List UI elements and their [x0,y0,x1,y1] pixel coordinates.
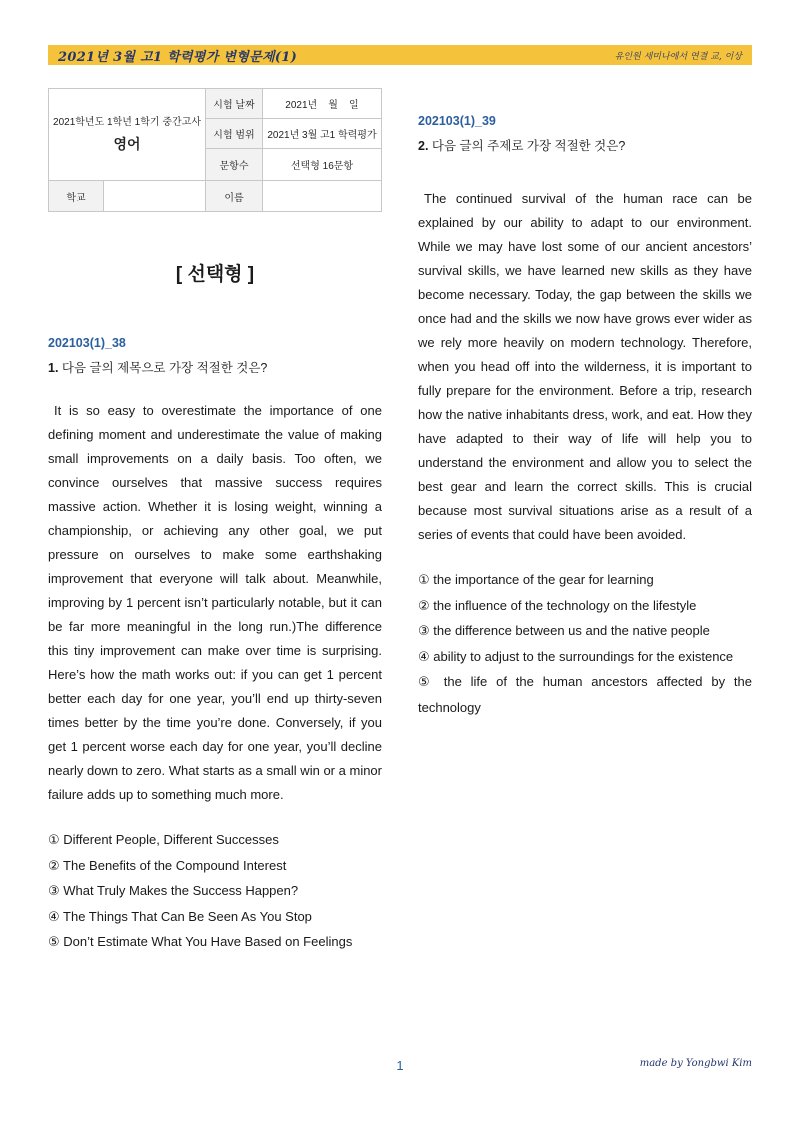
school-label: 학교 [49,181,104,211]
option-1[interactable]: ① the importance of the gear for learning [418,572,654,587]
option-4[interactable]: ④ The Things That Can Be Seen As You Stop [48,908,312,924]
name-value[interactable] [263,181,382,212]
passage: The continued survival of the human race can be explained by our ability to adapt to our environment. While we may have lost some of our ancient ancestors’ survival skills, we have learned new skills as they have become necessary. Today, the gap between the skills we once had and the skills we now have grows ever wider as we rely more heavily on modern technology. Therefore, when you head off into the wilderness, it is important to fully prepare for the environment. Before a trip, research how the native inhabitants dress, work, and eat. How they have adapted to their way of life will help you to understand the environment and allow you to select the best gear and learn the correct skills. This is crucial because most survival situations arise as a result of a series of events that could have been avoided. [418,191,752,542]
question-code: 202103(1)_39 [418,114,496,128]
exam-title: 2021학년도 1학년 1학기 중간고사 [53,116,201,128]
question-text: 다음 글의 주제로 가장 적절한 것은? [431,139,626,153]
question-number: 1. [48,361,59,375]
right-column [418,112,752,720]
option-1[interactable]: ① Different People, Different Successes [48,832,279,847]
option-5[interactable]: ⑤ Don’t Estimate What You Have Based on Feelings [48,934,353,949]
name-label: 이름 [206,181,263,212]
exam-title-cell [49,89,206,181]
subject-name: 영어 [113,135,141,152]
header-banner [48,45,752,65]
left-column [48,260,382,955]
date-value: 2021년 월 일 [263,89,382,119]
section-title: [ 선택형 ] [175,264,255,285]
page-number: 1 [396,1058,404,1073]
question-prompt [48,359,382,377]
option-3[interactable]: ③ the difference between us and the native people [418,623,710,638]
answer-options [418,567,752,720]
exam-info-table [48,88,382,212]
question-text: 다음 글의 제목으로 가장 적절한 것은? [61,361,268,375]
answer-options [48,827,382,955]
option-4[interactable]: ④ ability to adjust to the surroundings for the existence [418,648,734,664]
option-5[interactable]: ⑤ the life of the human ancestors affected by the technology [418,674,752,715]
banner-note: 유인원 세미나에서 연결 교, 이상 [614,51,742,62]
question-prompt [418,137,752,155]
school-row [49,181,206,212]
date-label: 시험 날짜 [206,89,263,119]
question-code: 202103(1)_38 [48,336,126,350]
option-2[interactable]: ② The Benefits of the Compound Interest [48,857,287,873]
count-value: 선택형 16문항 [263,149,382,181]
author-signature: made by Yongbwi Kim [639,1058,752,1069]
school-value[interactable] [104,181,205,211]
option-3[interactable]: ③ What Truly Makes the Success Happen? [48,883,299,898]
count-label: 문항수 [206,149,263,181]
passage: It is so easy to overestimate the importance of one defining moment and underestimate the value of making small improvements on a daily basis. Too often, we convince ourselves that massive success requires massive action. Whether it is losing weight, winning a championship, or achieving any other goal, we put pressure on ourselves to make some earthshaking improvement that everyone will talk about. Meanwhile, improving by 1 percent isn’t particularly notable, but it can be far more meaningful in the long run.)The difference this tiny improvement can make over time is surprising. Here’s how the math works out: if you can get 1 percent better each day for one year, you’ll end up thirty-seven times better by the time you’re done. Conversely, if you get 1 percent worse each day for one year, you’ll decline nearly down to zero. What starts as a small win or a minor failure adds up to something much more. [48,403,382,802]
option-2[interactable]: ② the influence of the technology on the lifestyle [418,597,697,613]
range-value: 2021년 3월 고1 학력평가 [263,119,382,149]
question-number: 2. [418,139,429,153]
banner-title: 2021년 3월 고1 학력평가 변형문제(1) [58,49,298,65]
range-label: 시험 범위 [206,119,263,149]
